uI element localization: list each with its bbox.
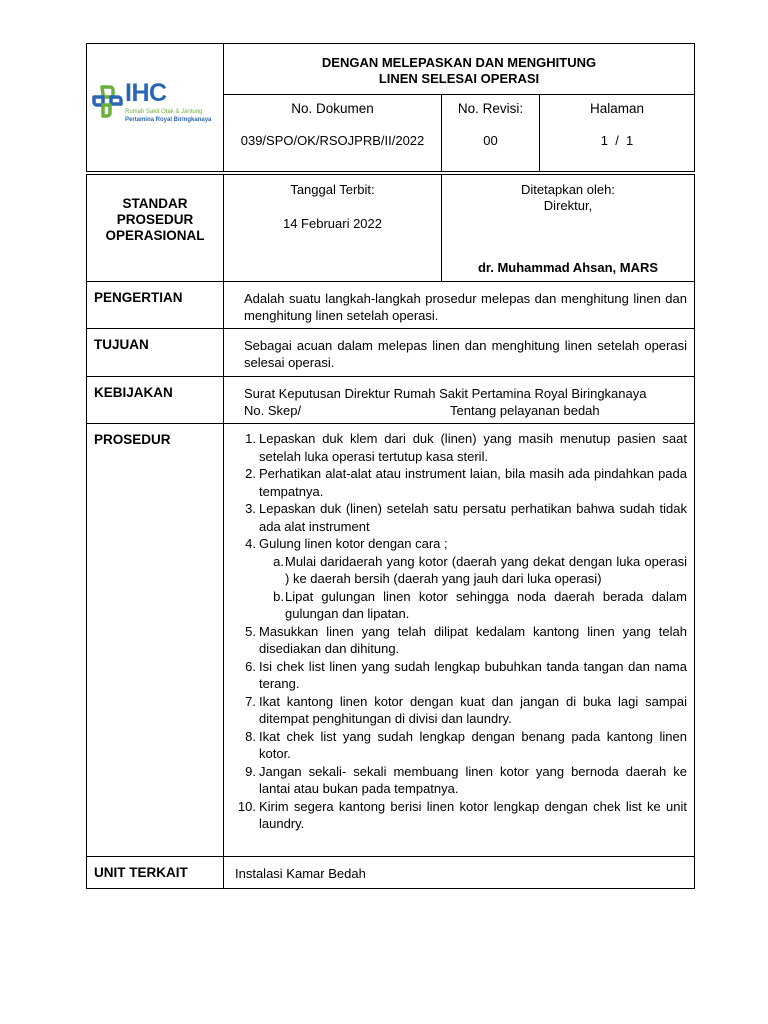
pengertian-row <box>87 282 694 329</box>
list-item: 8. Ikat chek list yang sudah lengkap dengan benang pada kantong linen kotor. <box>245 728 687 761</box>
dokumen-label: No. Dokumen <box>291 101 374 116</box>
procedure-table <box>86 174 695 889</box>
halaman-value: 1 / 1 <box>600 133 634 148</box>
list-item: 5. Masukkan linen yang telah dilipat kedalam kantong linen yang telah disediakan dan dihitung. <box>245 623 687 656</box>
standar-label-line-2: PROSEDUR <box>116 212 194 227</box>
kebijakan-row <box>87 377 694 424</box>
unit-terkait-text: Instalasi Kamar Bedah <box>235 866 366 881</box>
kebijakan-line-1: Surat Keputusan Direktur Rumah Sakit Pertamina Royal Biringkanaya <box>244 386 647 401</box>
logo-subtitle-1: Rumah Sakit Otak & Jantung <box>125 109 203 115</box>
dokumen-cell <box>224 95 442 171</box>
revisi-value: 00 <box>483 133 498 148</box>
list-item: 1. Lepaskan duk klem dari duk (linen) yang masih menutup pasien saat setelah luka operasi tertutup kasa steril. <box>245 431 687 464</box>
logo-cell <box>87 44 224 171</box>
standar-label <box>87 175 224 281</box>
halaman-label: Halaman <box>589 101 645 116</box>
standar-label-line-3: OPERASIONAL <box>105 228 205 243</box>
list-item: 2. Perhatikan alat-alat atau instrument laian, bila masih ada pindahkan pada tempatnya. <box>245 466 687 499</box>
unit-terkait-row <box>87 857 694 888</box>
tujuan-label: TUJUAN <box>87 329 224 376</box>
document-title <box>224 44 694 95</box>
tanggal-value: 14 Februari 2022 <box>282 216 382 231</box>
kebijakan-tentang: Tentang pelayanan bedah <box>450 403 600 418</box>
standar-row <box>87 175 694 282</box>
kebijakan-line-2 <box>244 402 687 419</box>
title-line-2: LINEN SELESAI OPERASI <box>378 71 540 86</box>
revisi-label: No. Revisi: <box>457 101 524 116</box>
list-item: 9. Jangan sekali- sekali membuang linen kotor yang bernoda daerah ke lantai atau bukan pada tempatnya. <box>245 763 687 796</box>
kebijakan-text <box>224 377 694 423</box>
ditetapkan-cell <box>442 175 694 281</box>
ditetapkan-name: dr. Muhammad Ahsan, MARS <box>477 260 659 275</box>
title-line-1: DENGAN MELEPASKAN DAN MENGHITUNG <box>321 55 597 70</box>
ihc-cross-icon <box>90 83 124 119</box>
ditetapkan-label: Ditetapkan oleh: <box>521 182 615 197</box>
list-item: 7. Ikat kantong linen kotor dengan kuat dan jangan di buka lagi sampai ditempat penghitungan di divisi dan laundry. <box>245 693 687 726</box>
tanggal-terbit-cell <box>224 175 442 281</box>
halaman-cell <box>540 95 694 171</box>
logo-brand: IHC <box>125 79 167 107</box>
substeps-list <box>259 553 687 623</box>
dokumen-value: 039/SPO/OK/RSOJPRB/II/2022 <box>240 133 425 148</box>
unit-terkait-label: UNIT TERKAIT <box>87 857 224 888</box>
standar-label-line-1: STANDAR <box>122 196 188 211</box>
pengertian-text: Adalah suatu langkah-langkah prosedur melepas dan menghitung linen dan menghitung linen setelah operasi. <box>244 291 687 323</box>
list-item: 10. Kirim segera kantong berisi linen kotor lengkap dengan chek list ke unit laundry. <box>237 798 687 831</box>
prosedur-steps <box>224 424 694 856</box>
list-item: b. Lipat gulungan linen kotor sehingga noda daerah berada dalam gulungan dan lipatan. <box>273 588 687 621</box>
tanggal-label: Tanggal Terbit: <box>290 182 375 197</box>
list-item: 3. Lepaskan duk (linen) setelah satu persatu perhatikan bahwa sudah tidak ada alat instrument <box>245 501 687 534</box>
revisi-cell <box>442 95 540 171</box>
ditetapkan-role: Direktur, <box>543 198 593 213</box>
list-item: 6. Isi chek list linen yang sudah lengkap bubuhkan tanda tangan dan nama terang. <box>245 658 687 691</box>
pengertian-label: PENGERTIAN <box>87 282 224 328</box>
ihc-logo <box>90 79 222 129</box>
kebijakan-label: KEBIJAKAN <box>87 377 224 423</box>
prosedur-row <box>87 424 694 857</box>
tujuan-row <box>87 329 694 377</box>
tujuan-text: Sebagai acuan dalam melepas linen dan menghitung linen setelah operasi selesai operasi. <box>244 338 687 370</box>
logo-subtitle-2: Pertamina Royal Biringkanaya <box>125 117 212 123</box>
steps-list <box>237 430 687 833</box>
header-table <box>86 43 695 172</box>
list-item: a. Mulai daridaerah yang kotor (daerah yang dekat dengan luka operasi ) ke daerah bersih (daerah yang jauh dari luka operasi) <box>273 553 687 586</box>
kebijakan-skep: No. Skep/ <box>244 403 302 418</box>
list-item: 4. Gulung linen kotor dengan cara ; a. Mulai daridaerah yang kotor (daerah yang dekat dengan luka operasi ) ke daerah bersih (daerah yang jauh dari luka operasi) b. Lipat gulungan linen kotor sehingga noda daerah berada dalam gulungan dan lipatan. <box>245 536 687 621</box>
prosedur-label: PROSEDUR <box>87 424 224 856</box>
